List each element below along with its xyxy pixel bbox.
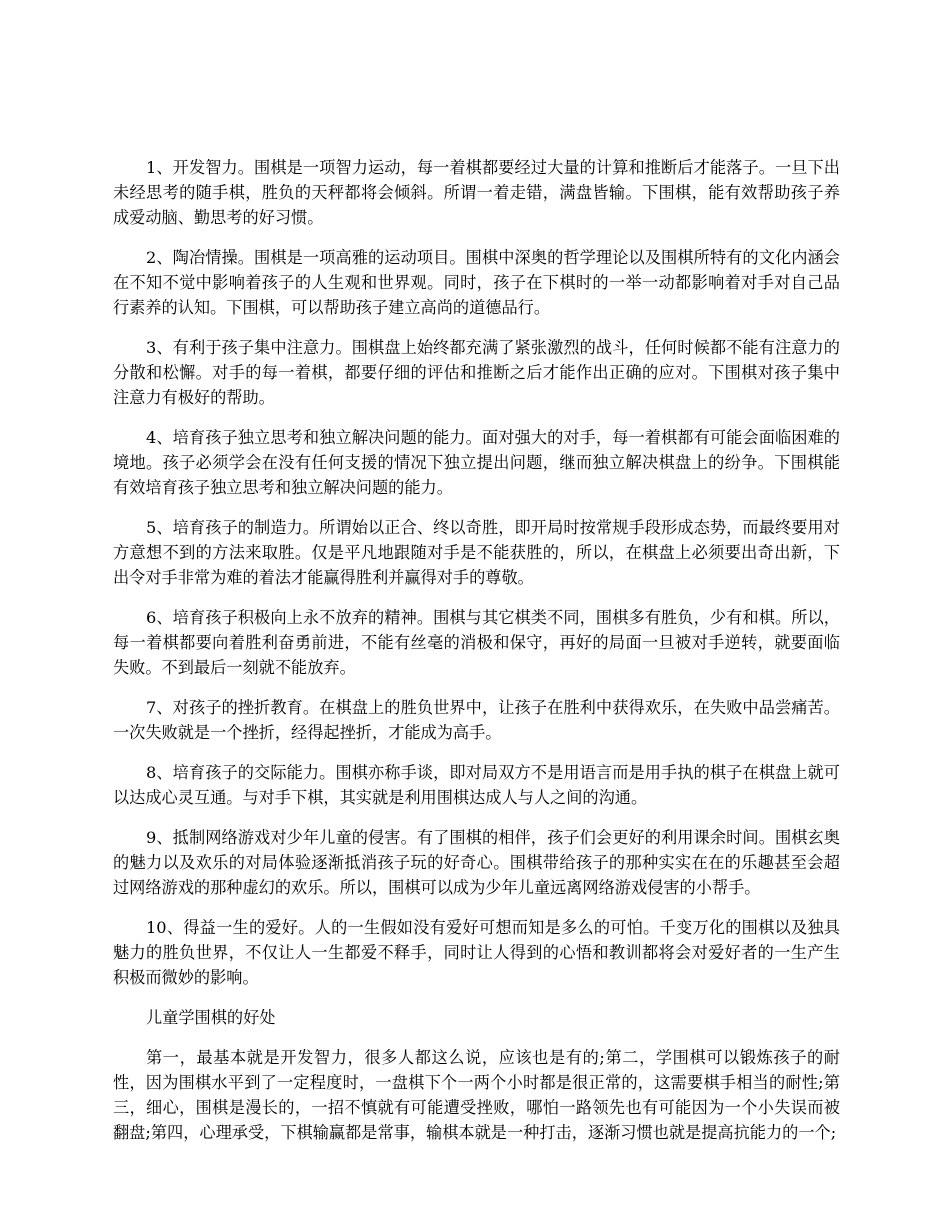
paragraph-2: 2、陶冶情操。围棋是一项高雅的运动项目。围棋中深奥的哲学理论以及围棋所特有的文化内涵会在不知不觉中影响着孩子的人生观和世界观。同时，孩子在下棋时的一举一动都影响着对手对自己品行素养的认知。下围棋，可以帮助孩子建立高尚的道德品行。 (113, 248, 840, 317)
paragraph-8: 8、培育孩子的交际能力。围棋亦称手谈，即对局双方不是用语言而是用手执的棋子在棋盘上就可以达成心灵互通。与对手下棋，其实就是利用围棋达成人与人之间的沟通。 (113, 763, 840, 807)
paragraph-1: 1、开发智力。围棋是一项智力运动，每一着棋都要经过大量的计算和推断后才能落子。一旦下出未经思考的随手棋，胜负的天秤都将会倾斜。所谓一着走错，满盘皆输。下围棋，能有效帮助孩子养成爱动脑、勤思考的好习惯。 (113, 158, 840, 227)
paragraph-7: 7、对孩子的挫折教育。在棋盘上的胜负世界中，让孩子在胜利中获得欢乐，在失败中品尝痛苦。一次失败就是一个挫折，经得起挫折，才能成为高手。 (113, 698, 840, 742)
section-heading: 儿童学围棋的好处 (146, 1008, 276, 1027)
document-page (113, 155, 840, 1160)
paragraph-3: 3、有利于孩子集中注意力。围棋盘上始终都充满了紧张激烈的战斗，任何时候都不能有注意力的分散和松懈。对手的每一着棋，都要仔细的评估和推断之后才能作出正确的应对。下围棋对孩子集中注意力有极好的帮助。 (113, 338, 840, 407)
paragraph-9: 9、抵制网络游戏对少年儿童的侵害。有了围棋的相伴，孩子们会更好的利用课余时间。围棋玄奥的魅力以及欢乐的对局体验逐渐抵消孩子玩的好奇心。围棋带给孩子的那种实实在在的乐趣甚至会超过网络游戏的那种虚幻的欢乐。所以，围棋可以成为少年儿童远离网络游戏侵害的小帮手。 (113, 828, 840, 897)
paragraph-6: 6、培育孩子积极向上永不放弃的精神。围棋与其它棋类不同，围棋多有胜负，少有和棋。所以，每一着棋都要向着胜利奋勇前进，不能有丝毫的消极和保守，再好的局面一旦被对手逆转，就要面临失败。不到最后一刻就不能放弃。 (113, 608, 840, 677)
paragraph-5: 5、培育孩子的制造力。所谓始以正合、终以奇胜，即开局时按常规手段形成态势，而最终要用对方意想不到的方法来取胜。仅是平凡地跟随对手是不能获胜的，所以，在棋盘上必须要出奇出新，下出令对手非常为难的着法才能赢得胜利并赢得对手的尊敬。 (113, 518, 840, 587)
paragraph-10: 10、得益一生的爱好。人的一生假如没有爱好可想而知是多么的可怕。千变万化的围棋以及独具魅力的胜负世界，不仅让人一生都爱不释手，同时让人得到的心悟和教训都将会对爱好者的一生产生积极而微妙的影响。 (113, 918, 840, 987)
paragraph-final: 第一，最基本就是开发智力，很多人都这么说，应该也是有的;第二，学围棋可以锻炼孩子的耐性，因为围棋水平到了一定程度时，一盘棋下个一两个小时都是很正常的，这需要棋手相当的耐性;第三，细心，围棋是漫长的，一招不慎就有可能遭受挫败，哪怕一路领先也有可能因为一个小失误而被翻盘;第四，心理承受，下棋输赢都是常事，输棋本就是一种打击，逐渐习惯也就是提高抗能力的一个; (113, 1048, 840, 1142)
paragraph-4: 4、培育孩子独立思考和独立解决问题的能力。面对强大的对手，每一着棋都有可能会面临困难的境地。孩子必须学会在没有任何支援的情况下独立提出问题，继而独立解决棋盘上的纷争。下围棋能有效培育孩子独立思考和独立解决问题的能力。 (113, 428, 840, 497)
